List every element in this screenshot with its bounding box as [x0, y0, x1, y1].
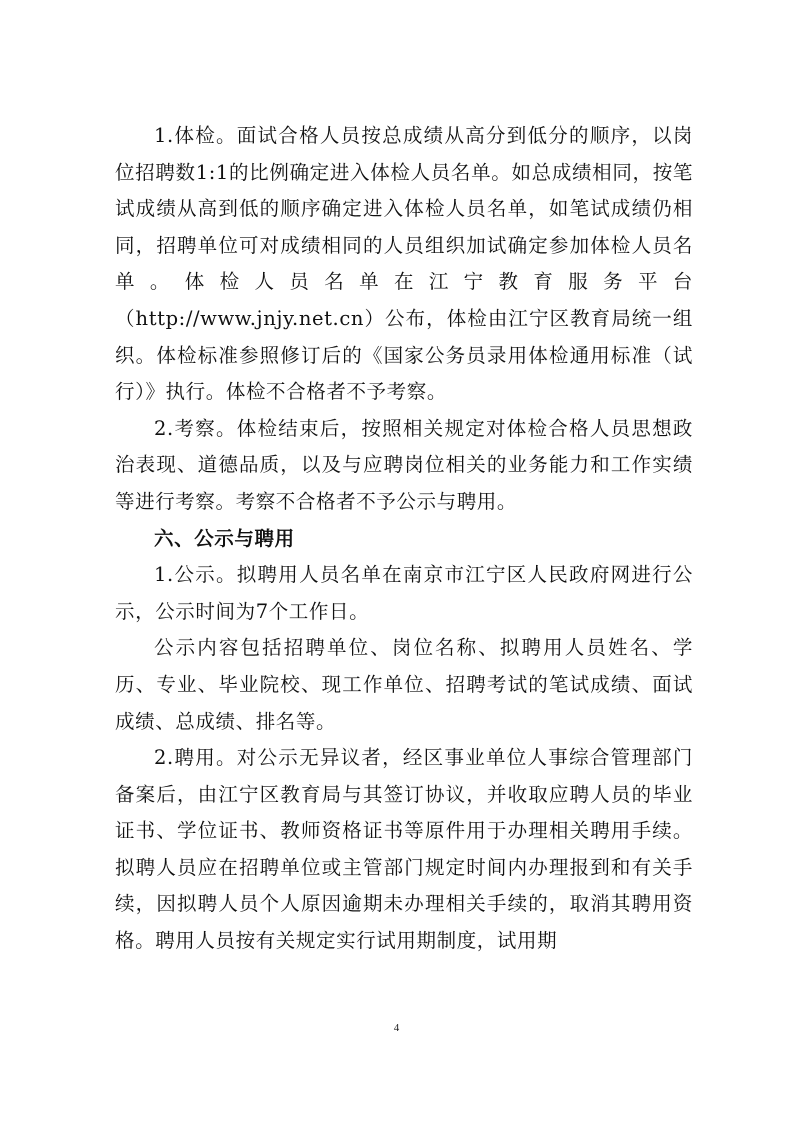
page-number: 4 — [393, 1022, 400, 1034]
paragraph-publicity-content: 公示内容包括招聘单位、岗位名称、拟聘用人员姓名、学历、专业、毕业院校、现工作单位、招聘考试的笔试成绩、面试成绩、总成绩、排名等。 — [115, 636, 693, 733]
paragraph-inspection: 2.考察。体检结束后，按照相关规定对体检合格人员思想政治表现、道德品质，以及与应聘岗位相关的业务能力和工作实绩等进行考察。考察不合格者不予公示与聘用。 — [115, 416, 693, 513]
paragraph-publicity: 1.公示。拟聘用人员名单在南京市江宁区人民政府网进行公示，公示时间为7个工作日。 — [115, 563, 693, 623]
document-body — [115, 118, 693, 960]
paragraph-physical-exam: 1.体检。面试合格人员按总成绩从高分到低分的顺序，以岗位招聘数1:1的比例确定进入体检人员名单。如总成绩相同，按笔试成绩从高到低的顺序确定进入体检人员名单，如笔试成绩仍相同，招聘单位可对成绩相同的人员组织加试确定参加体检人员名单。体检人员名单在江宁教育服务平台（http://www.jnjy.net.cn）公布，体检由江宁区教育局统一组织。体检标准参照修订后的《国家公务员录用体检通用标准（试行）》执行。体检不合格者不予考察。 — [115, 124, 693, 404]
section-heading-publicity-and-employment: 六、公示与聘用 — [154, 526, 295, 550]
paragraph-employment: 2.聘用。对公示无异议者，经区事业单位人事综合管理部门备案后，由江宁区教育局与其签订协议，并收取应聘人员的毕业证书、学位证书、教师资格证书等原件用于办理相关聘用手续。拟聘人员应在招聘单位或主管部门规定时间内办理报到和有关手续，因拟聘人员个人原因逾期未办理相关手续的，取消其聘用资格。聘用人员按有关规定实行试用期制度，试用期 — [115, 746, 693, 953]
